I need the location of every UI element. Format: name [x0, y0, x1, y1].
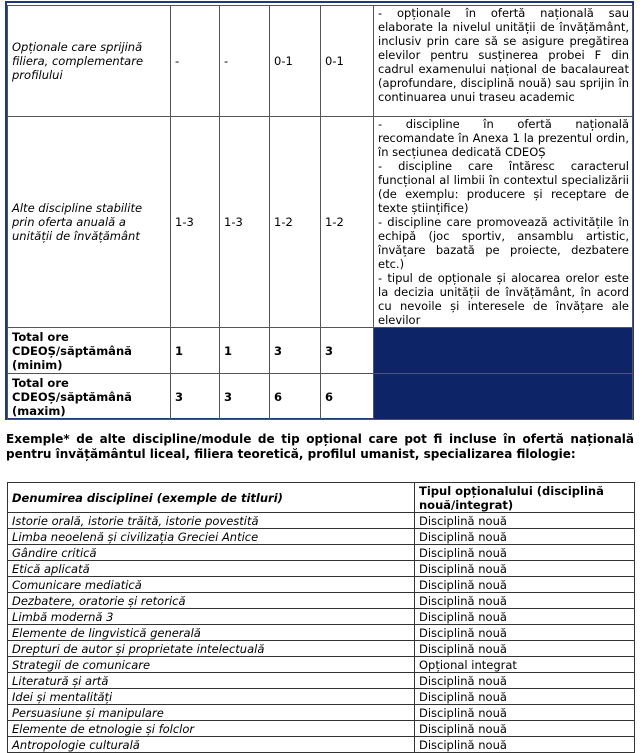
table-row [8, 641, 635, 657]
discipline-name: Istorie orală, istorie trăită, istorie povestită [8, 513, 415, 529]
table-row [8, 593, 635, 609]
optional-type: Disciplină nouă [415, 545, 635, 561]
table-row [8, 625, 635, 641]
table-row [8, 673, 635, 689]
cell-value: 1-2 [270, 117, 321, 328]
table-row [8, 737, 635, 753]
optional-type: Disciplină nouă [415, 513, 635, 529]
shaded-cell [374, 374, 633, 420]
optional-type: Disciplină nouă [415, 625, 635, 641]
cell-value: 0-1 [321, 6, 374, 117]
cell-value: 3 [270, 328, 321, 374]
optional-type: Disciplină nouă [415, 529, 635, 545]
optional-type: Disciplină nouă [415, 577, 635, 593]
discipline-name: Etică aplicată [8, 561, 415, 577]
row-label: Opționale care sprijină filiera, complementare profilului [8, 6, 171, 117]
optional-type: Disciplină nouă [415, 641, 635, 657]
row-description [374, 117, 633, 328]
table-row [8, 577, 635, 593]
description-item: - discipline care promovează activitățile în echipă (joc sportiv, ansamblu artistic, învățare bazată pe proiecte, dezbatere etc.) [378, 215, 629, 271]
optional-type: Disciplină nouă [415, 689, 635, 705]
row-description [374, 6, 633, 117]
discipline-name: Antropologie culturală [8, 737, 415, 753]
discipline-name: Drepturi de autor și proprietate intelectuală [8, 641, 415, 657]
cell-value: 0-1 [270, 6, 321, 117]
optional-type: Disciplină nouă [415, 593, 635, 609]
cell-value: 3 [220, 374, 270, 420]
total-label: Total ore CDEOȘ/săptămână (maxim) [8, 374, 171, 420]
discipline-name: Limbă modernă 3 [8, 609, 415, 625]
discipline-name: Dezbatere, oratorie și retorică [8, 593, 415, 609]
total-row [8, 328, 633, 374]
cell-value: 1 [171, 328, 220, 374]
description-item: - tipul de opționale și alocarea orelor este la decizia unității de învățământ, în acord cu nevoile și interesele de învățare ale elevilor [378, 271, 629, 327]
table-row [8, 117, 633, 328]
column-header-type: Tipul opționalului (disciplină nouă/integrat) [415, 483, 635, 513]
optional-type: Disciplină nouă [415, 705, 635, 721]
optional-type: Disciplină nouă [415, 561, 635, 577]
discipline-name: Literatură și artă [8, 673, 415, 689]
table-row [8, 513, 635, 529]
cell-value: 3 [321, 328, 374, 374]
cell-value: 6 [270, 374, 321, 420]
cell-value: 1-2 [321, 117, 374, 328]
cell-value: 3 [171, 374, 220, 420]
cell-value: - [220, 6, 270, 117]
description-item: - opționale în ofertă națională sau elaborate la nivelul unității de învățământ, inclusiv prin care să se asigure pregătirea elevilor pentru susținerea probei F din cadrul examenului național de bacalaureat (aprofundare, disciplină nouă) sau sprijin în continuarea unui traseu academic [378, 6, 629, 104]
table-row [8, 689, 635, 705]
optional-type: Disciplină nouă [415, 737, 635, 753]
total-label: Total ore CDEOȘ/săptămână (minim) [8, 328, 171, 374]
discipline-name: Elemente de lingvistică generală [8, 625, 415, 641]
table-row [8, 705, 635, 721]
optional-type: Opțional integrat [415, 657, 635, 673]
column-header-name: Denumirea disciplinei (exemple de titluri) [8, 483, 415, 513]
cell-value: 6 [321, 374, 374, 420]
table-row [8, 721, 635, 737]
table-row [8, 6, 633, 117]
section-heading: Exemple* de alte discipline/module de tip opțional care pot fi incluse în ofertă națională pentru învățământul liceal, filiera teoretică, profilul umanist, specializarea filologie: [6, 432, 634, 461]
optional-type: Disciplină nouă [415, 609, 635, 625]
shaded-cell [374, 328, 633, 374]
discipline-name: Elemente de etnologie și folclor [8, 721, 415, 737]
optional-type: Disciplină nouă [415, 721, 635, 737]
table-header-row [8, 483, 635, 513]
cell-value: - [171, 6, 220, 117]
discipline-name: Comunicare mediatică [8, 577, 415, 593]
table-row [8, 561, 635, 577]
table-row [8, 609, 635, 625]
description-item: - discipline care întăresc caracterul funcțional al limbii în contextul specializării (de exemplu: producere și receptare de texte științifice) [378, 159, 629, 215]
row-label: Alte discipline stabilite prin oferta anuală a unității de învățământ [8, 117, 171, 328]
table-row [8, 657, 635, 673]
discipline-name: Strategii de comunicare [8, 657, 415, 673]
total-row [8, 374, 633, 420]
discipline-name: Idei și mentalități [8, 689, 415, 705]
table-row [8, 545, 635, 561]
discipline-name: Persuasiune și manipulare [8, 705, 415, 721]
discipline-name: Limba neoelenă și civilizația Greciei Antice [8, 529, 415, 545]
cell-value: 1-3 [171, 117, 220, 328]
discipline-name: Gândire critică [8, 545, 415, 561]
curriculum-table [7, 5, 633, 420]
description-item: - discipline în ofertă națională recomandate în Anexa 1 la prezentul ordin, în secțiunea dedicată CDEOȘ [378, 117, 629, 159]
cell-value: 1 [220, 328, 270, 374]
cell-value: 1-3 [220, 117, 270, 328]
examples-table [7, 482, 635, 753]
optional-type: Disciplină nouă [415, 673, 635, 689]
table-row [8, 529, 635, 545]
